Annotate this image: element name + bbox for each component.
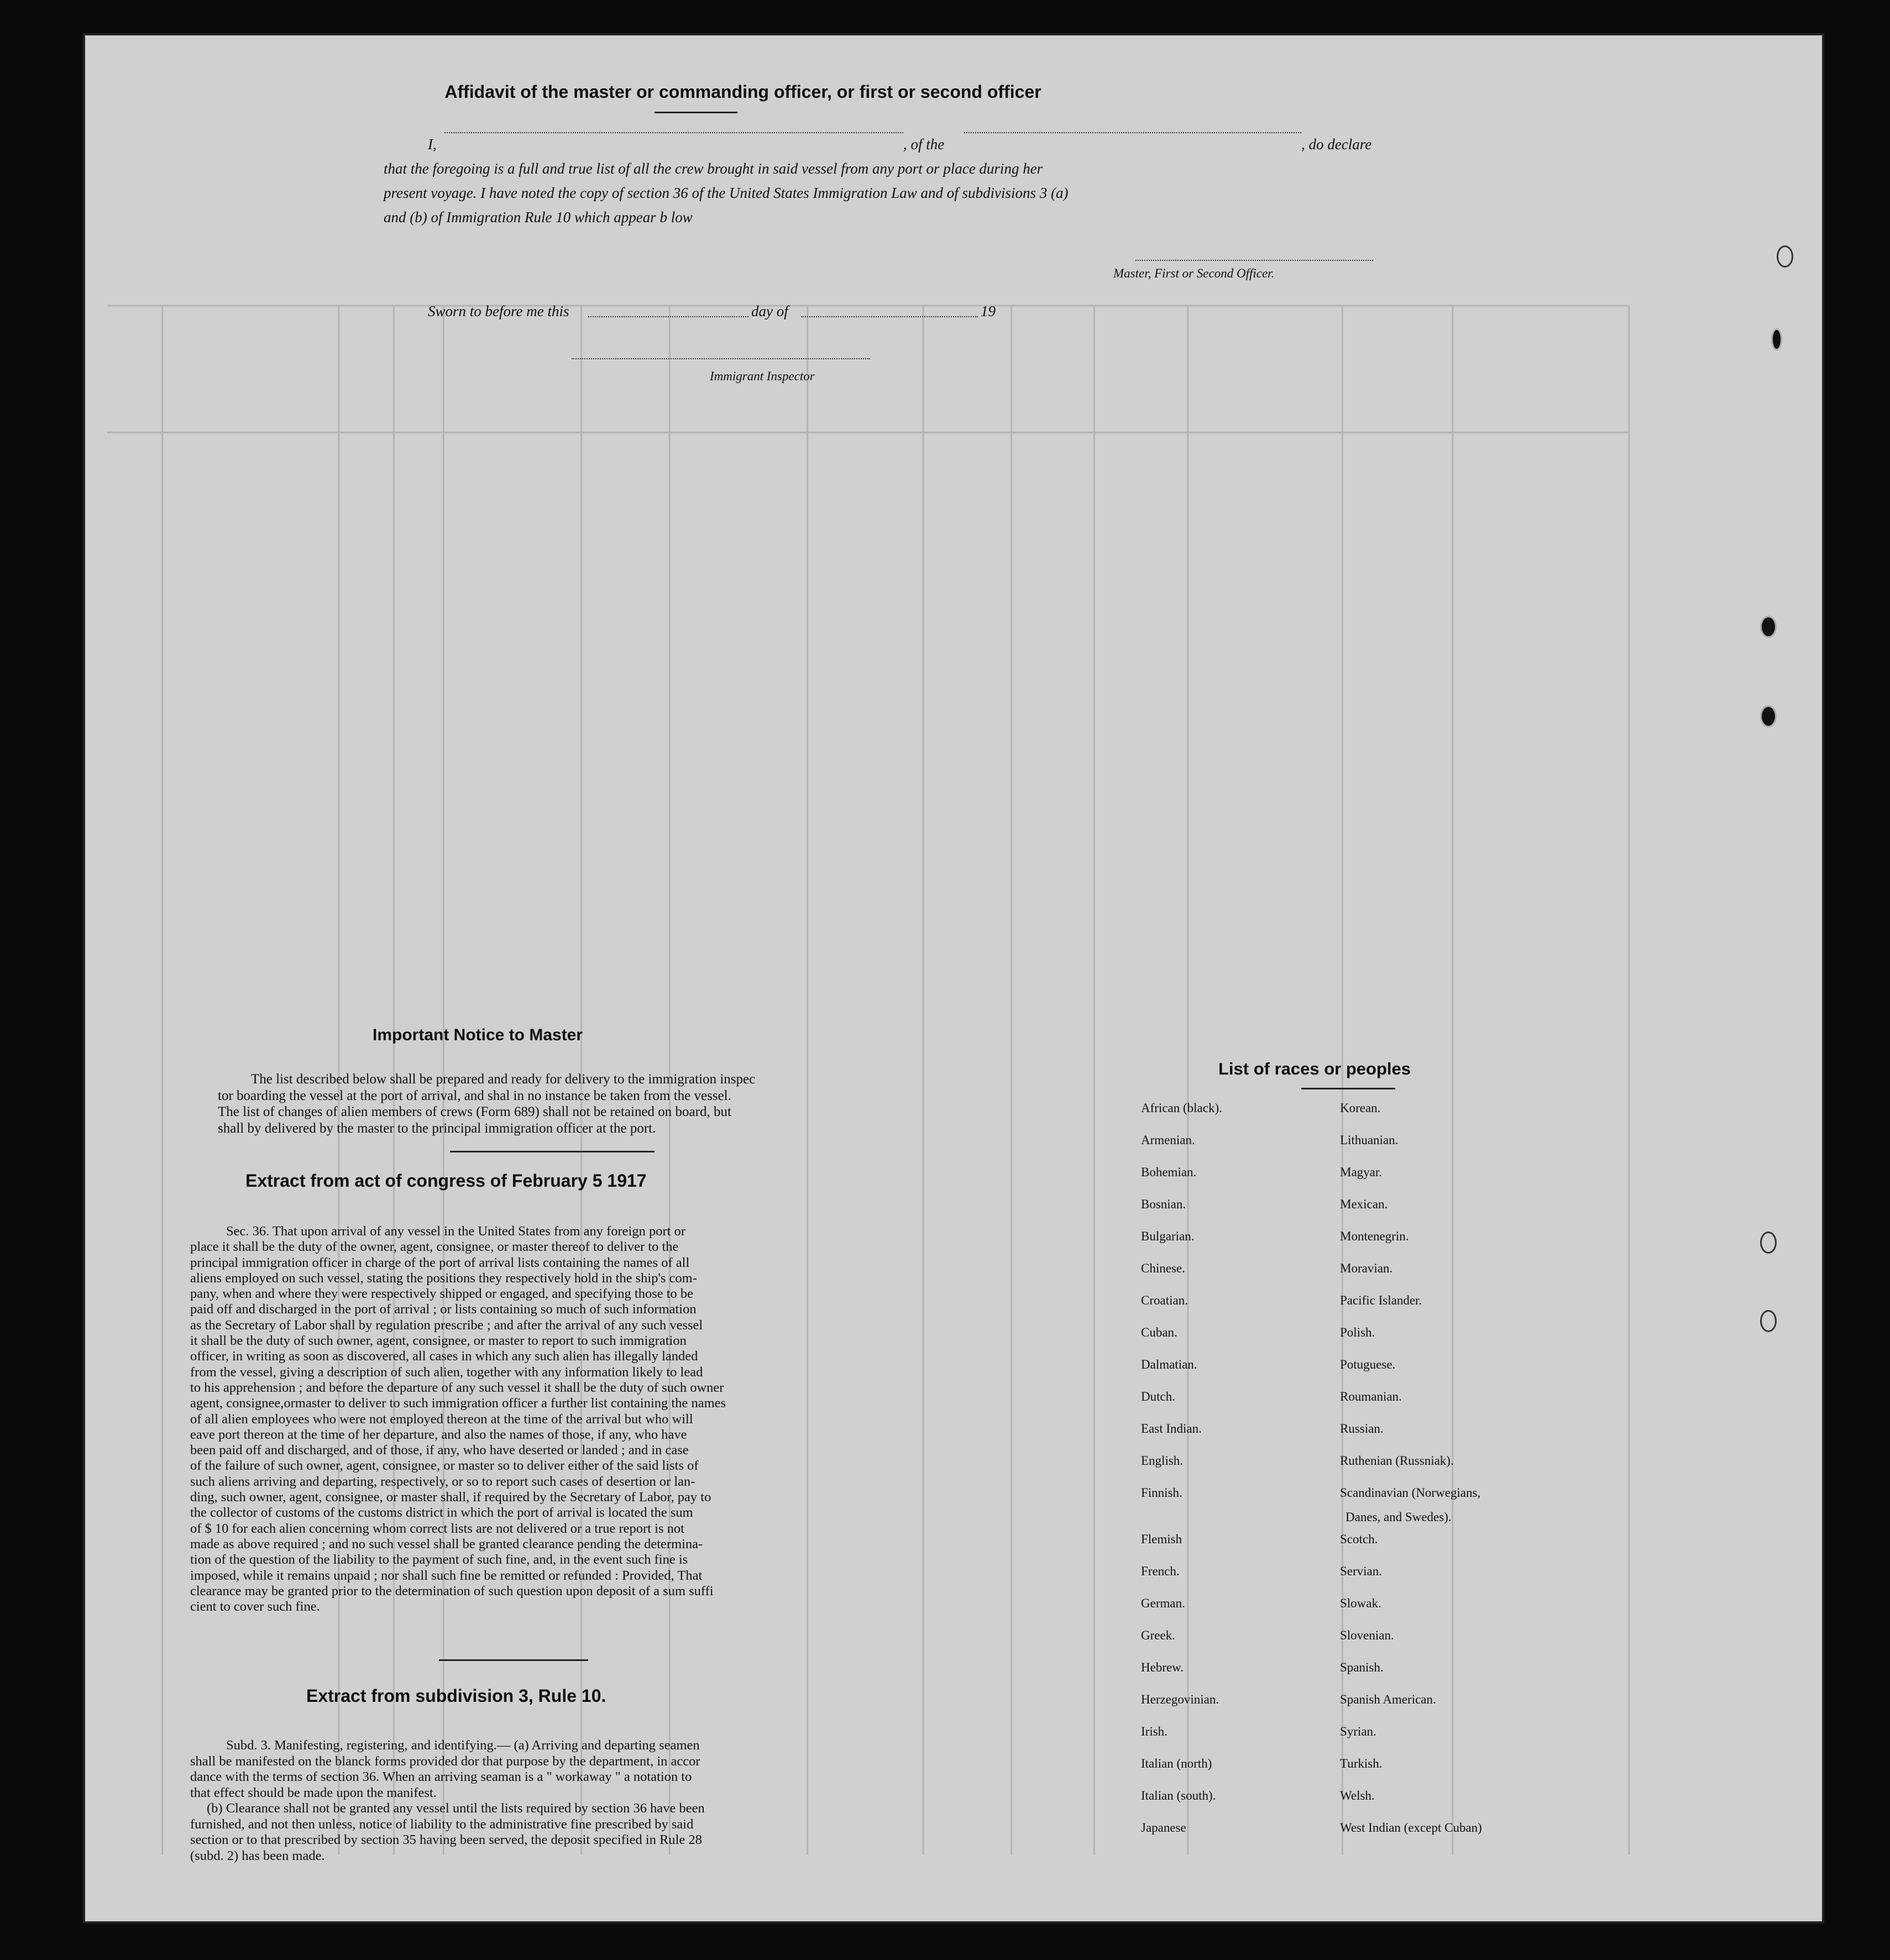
race-item: Spanish American. — [1340, 1692, 1436, 1706]
act-line: of all alien employees who were not employed thereon at the time of the arrival but who will — [190, 1411, 693, 1427]
race-item: Slowak. — [1340, 1596, 1381, 1610]
race-item: Chinese. — [1141, 1261, 1185, 1275]
race-item: East Indian. — [1141, 1422, 1202, 1435]
act-line: paid off and discharged in the port of arrival ; or lists containing so much of such information — [190, 1302, 697, 1317]
notice-line: The list described below shall be prepared and ready for delivery to the immigration inspec — [251, 1072, 756, 1087]
race-item: Magyar. — [1340, 1165, 1383, 1179]
race-item: German. — [1141, 1596, 1185, 1610]
act-line: pany, when and where they were respectively shipped or engaged, and specifying those to be — [190, 1286, 694, 1302]
affidavit-declare: , do declare — [1301, 136, 1372, 153]
act-line: to his apprehension ; and before the departure of any such vessel it shall be the duty of such owner — [190, 1380, 724, 1395]
race-item: Potuguese. — [1340, 1358, 1396, 1371]
sworn-label: Sworn to before me this — [428, 303, 569, 319]
act-line: been paid off and discharged, and of those, if any, who have deserted or landed ; and in case — [190, 1443, 689, 1458]
act-line: officer, in writing as soon as discovered, all cases in which any such alien has illegally landed — [190, 1349, 698, 1364]
race-item: Slovenian. — [1340, 1628, 1394, 1642]
notice-line: shall by delivered by the master to the principal immigration officer at the port. — [218, 1120, 656, 1136]
bleed-through-grid — [85, 35, 1822, 1921]
act-body — [190, 1224, 854, 1615]
act-line: aliens employed on such vessel, stating the positions they respectively hold in the ship's com- — [190, 1270, 697, 1286]
act-line: of $ 10 for each alien concerning whom correct lists are not delivered or a true report is not — [190, 1521, 684, 1536]
notice-line: The list of changes of alien members of crews (Form 689) shall not be retained on board, but — [218, 1104, 731, 1119]
race-item: Servian. — [1340, 1564, 1383, 1578]
race-item: Finnish. — [1141, 1486, 1182, 1500]
rule-line: shall be manifested on the blanck forms provided dor that purpose by the department, in accor — [190, 1753, 700, 1769]
act-line: such aliens arriving and departing, respectively, or so to report such cases of desertion or lan- — [190, 1474, 695, 1489]
race-item: Dutch. — [1141, 1390, 1175, 1403]
notice-body — [218, 1071, 876, 1136]
affidavit-title: Affidavit of the master or commanding officer, or first or second officer — [444, 82, 1041, 102]
binder-hole — [1760, 1231, 1777, 1254]
race-item: African (black). — [1141, 1101, 1222, 1115]
rule-line: (b) Clearance shall not be granted any vessel until the lists required by section 36 have been — [207, 1801, 705, 1816]
race-item: Moravian. — [1340, 1261, 1393, 1275]
races-divider — [1301, 1088, 1395, 1089]
race-item: Mexican. — [1340, 1197, 1388, 1211]
act-line: principal immigration officer in charge of the port of arrival lists containing the names of all — [190, 1255, 690, 1270]
act-line: Sec. 36. That upon arrival of any vessel in the United States from any foreign port or — [226, 1224, 685, 1239]
rule-line: section or to that prescribed by section 35 having been served, the deposit specified in Rule 28 — [190, 1832, 702, 1847]
race-item: Montenegrin. — [1340, 1229, 1409, 1243]
inspector-signature-blank[interactable] — [572, 358, 870, 359]
race-item: Irish. — [1141, 1725, 1167, 1738]
affidavit-i: I, — [428, 136, 437, 153]
act-divider — [439, 1659, 588, 1661]
race-item: Japanese — [1141, 1821, 1186, 1835]
act-line: the collector of customs of the customs district in which the port of arrival is located the sum — [190, 1505, 693, 1521]
race-item: Herzegovinian. — [1141, 1692, 1219, 1706]
act-line: tion of the question of the liability to the payment of such fine, and, in the event such fine is — [190, 1552, 688, 1568]
rule-line: (subd. 2) has been made. — [190, 1848, 325, 1863]
race-item: Scandinavian (Norwegians, — [1340, 1486, 1481, 1500]
act-line: cient to cover such fine. — [190, 1599, 320, 1615]
race-item: Greek. — [1141, 1628, 1175, 1642]
master-label: Master, First or Second Officer. — [1113, 266, 1275, 280]
binder-hole — [1760, 616, 1777, 638]
year-label: 19 — [981, 303, 996, 319]
race-item: Danes, and Swedes). — [1345, 1510, 1452, 1524]
rule-line: Subd. 3. Manifesting, registering, and identifying.— (a) Arriving and departing seamen — [226, 1738, 700, 1753]
title-divider — [655, 112, 737, 113]
race-item: Roumanian. — [1340, 1390, 1402, 1403]
notice-title: Important Notice to Master — [373, 1026, 583, 1044]
act-line: imposed, while it remains unpaid ; nor shall such fine be remitted or refunded : Provided, That — [190, 1568, 703, 1583]
rule-line: dance with the terms of section 36. When an arriving seaman is a " workaway " a notation to — [190, 1769, 692, 1784]
act-line: eave port thereon at the time of her departure, and also the names of those, if any, who have — [190, 1427, 687, 1442]
act-line: it shall be the duty of such owner, agent, consignee, or master to report to such immigration — [190, 1333, 687, 1349]
race-item: Armenian. — [1141, 1133, 1195, 1147]
sworn-day-blank[interactable] — [588, 316, 748, 317]
race-item: Scotch. — [1340, 1532, 1378, 1546]
race-item: Hebrew. — [1141, 1660, 1184, 1674]
race-item: Korean. — [1340, 1101, 1381, 1115]
race-item: French. — [1141, 1564, 1180, 1578]
act-line: from the vessel, giving a description of such alien, together with any information likely to lead — [190, 1364, 703, 1380]
act-line: place it shall be the duty of the owner, agent, consignee, or master thereof to deliver to the — [190, 1239, 679, 1255]
race-item: Bosnian. — [1141, 1197, 1186, 1211]
act-line: of the failure of such owner, agent, consignee, or master so to deliver either of the said lists of — [190, 1458, 699, 1474]
name-blank[interactable] — [444, 132, 903, 133]
rule-title: Extract from subdivision 3, Rule 10. — [306, 1686, 606, 1706]
race-item: Dalmatian. — [1141, 1358, 1197, 1371]
rule-line: that effect should be made upon the manifest. — [190, 1785, 437, 1800]
rule-line: furnished, and not then unless, notice of liability to the administrative fine prescribed by said — [190, 1816, 694, 1832]
master-signature-blank[interactable] — [1135, 260, 1373, 261]
race-item: West Indian (except Cuban) — [1340, 1821, 1482, 1835]
affidavit-line-2: that the foregoing is a full and true list of all the crew brought in said vessel from any port or place during her — [384, 160, 1043, 177]
affidavit-line-4: and (b) of Immigration Rule 10 which appear b low — [384, 209, 693, 226]
notice-line: tor boarding the vessel at the port of arrival, and shal in no instance be taken from the vessel. — [218, 1088, 731, 1103]
race-item: Syrian. — [1340, 1725, 1376, 1738]
race-item: Lithuanian. — [1340, 1133, 1399, 1147]
sworn-month-blank[interactable] — [801, 316, 978, 317]
race-item: Pacific Islander. — [1340, 1293, 1422, 1307]
race-item: Bulgarian. — [1141, 1229, 1195, 1243]
rule-body — [190, 1738, 854, 1864]
race-item: Ruthenian (Russniak). — [1340, 1454, 1454, 1468]
binder-hole — [1771, 328, 1782, 350]
act-line: as the Secretary of Labor shall by regulation prescribe ; and after the arrival of any such vessel — [190, 1317, 703, 1333]
race-item: Spanish. — [1340, 1660, 1384, 1674]
act-line: made as above required ; and no such vessel shall be granted clearance pending the determina- — [190, 1536, 703, 1552]
day-of-label: day of — [751, 303, 788, 319]
race-item: Flemish — [1141, 1532, 1182, 1546]
race-item: Italian (north) — [1141, 1757, 1212, 1770]
affidavit-of-the: , of the — [903, 136, 945, 153]
race-item: Polish. — [1340, 1325, 1375, 1339]
act-title: Extract from act of congress of February 5 1917 — [245, 1171, 647, 1191]
races-title: List of races or peoples — [1218, 1059, 1411, 1078]
inspector-label: Immigrant Inspector — [710, 369, 815, 383]
binder-hole — [1760, 705, 1777, 727]
act-line: ding, such owner, agent, consignee, or master shall, if required by the Secretary of Labor, pay to — [190, 1490, 711, 1505]
vessel-blank[interactable] — [964, 132, 1301, 133]
act-line: clearance may be granted prior to the determination of such question upon deposit of a sum suffi — [190, 1583, 714, 1599]
race-item: English. — [1141, 1454, 1184, 1468]
affidavit-line-3: present voyage. I have noted the copy of section 36 of the United States Immigration Law and of subdivisions 3 (a) — [384, 185, 1069, 201]
binder-hole — [1760, 1310, 1777, 1332]
binder-hole — [1777, 245, 1793, 268]
act-line: agent, consignee,ormaster to deliver to such immigration officer a further list containing the names — [190, 1396, 726, 1411]
race-item: Welsh. — [1340, 1789, 1375, 1802]
notice-divider — [450, 1151, 655, 1152]
race-item: Bohemian. — [1141, 1165, 1197, 1179]
race-item: Cuban. — [1141, 1325, 1177, 1339]
race-item: Croatian. — [1141, 1293, 1188, 1307]
manifest-page — [83, 33, 1824, 1924]
race-item: Turkish. — [1340, 1757, 1383, 1770]
race-item: Russian. — [1340, 1422, 1384, 1435]
race-item: Italian (south). — [1141, 1789, 1216, 1802]
